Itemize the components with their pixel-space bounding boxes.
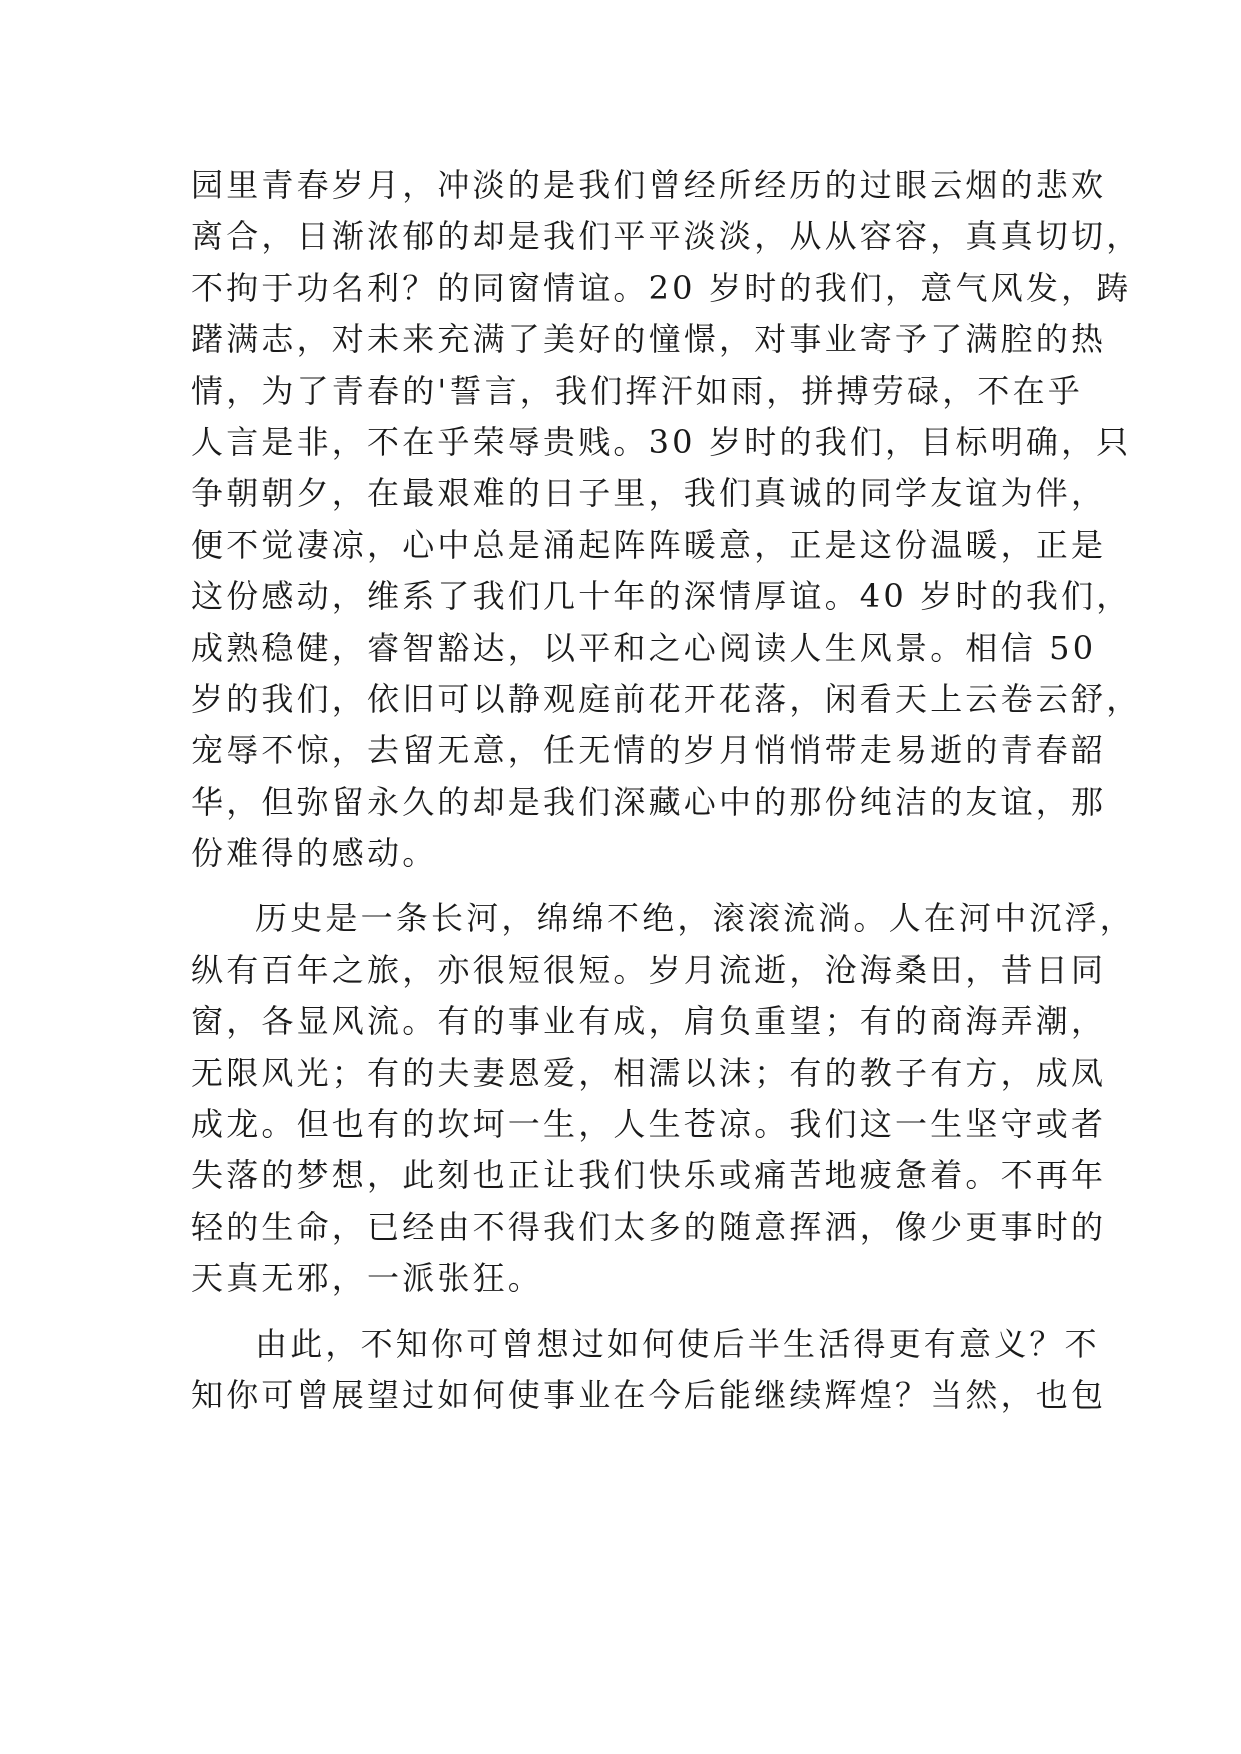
text-line: 无限风光；有的夫妻恩爱，相濡以沫；有的教子有方，成凤 — [191, 1053, 1107, 1092]
text-line: 华，但弥留永久的却是我们深藏心中的那份纯洁的友谊，那 — [191, 782, 1107, 821]
text-line: 窗，各显风流。有的事业有成，肩负重望；有的商海弄潮， — [191, 1002, 1107, 1041]
text-line: 园里青春岁月，冲淡的是我们曾经所经历的过眼云烟的悲欢 — [191, 166, 1107, 204]
text-line: 争朝朝夕，在最艰难的日子里，我们真诚的同学友谊为伴， — [191, 474, 1107, 513]
text-line: 不拘于功名利？的同窗情谊。20 岁时的我们，意气风发，踌 — [191, 268, 1132, 307]
text-line: 情，为了青春的'誓言，我们挥汗如雨，拼搏劳碌，不在乎 — [191, 371, 1083, 410]
text-line: 岁的我们，依旧可以静观庭前花开花落，闲看天上云卷云舒， — [191, 679, 1142, 718]
paragraph-spacer — [191, 879, 1061, 893]
paragraph-3 — [191, 1319, 1107, 1422]
paragraph-2 — [191, 893, 1136, 1304]
text-line: 失落的梦想，此刻也正让我们快乐或痛苦地疲惫着。不再年 — [191, 1156, 1107, 1195]
text-line: 便不觉凄凉，心中总是涌起阵阵暖意，正是这份温暖，正是 — [191, 525, 1107, 564]
text-line: 轻的生命，已经由不得我们太多的随意挥洒，像少更事时的 — [191, 1207, 1107, 1246]
text-line: 纵有百年之旅，亦很短很短。岁月流逝，沧海桑田，昔日同 — [191, 950, 1107, 989]
text-line: 成熟稳健，睿智豁达，以平和之心阅读人生风景。相信 50 — [191, 628, 1097, 667]
text-line: 份难得的感动。 — [191, 834, 438, 873]
text-line: 这份感动，维系了我们几十年的深情厚谊。40 岁时的我们， — [191, 577, 1132, 616]
text-line: 离合，日渐浓郁的却是我们平平淡淡，从从容容，真真切切， — [191, 217, 1142, 256]
text-line-indented: 由此，不知你可曾想过如何使后半生活得更有意义？不 — [255, 1324, 1100, 1363]
text-line: 知你可曾展望过如何使事业在今后能继续辉煌？当然，也包 — [191, 1375, 1107, 1414]
text-line: 躇满志，对未来充满了美好的憧憬，对事业寄予了满腔的热 — [191, 320, 1107, 359]
paragraph-spacer — [191, 1305, 1061, 1319]
text-line: 宠辱不惊，去留无意，任无情的岁月悄悄带走易逝的青春韶 — [191, 731, 1107, 770]
text-line: 成龙。但也有的坎坷一生，人生苍凉。我们这一生坚守或者 — [191, 1105, 1107, 1144]
paragraph-1 — [191, 160, 1142, 879]
text-line-indented: 历史是一条长河，绵绵不绝，滚滚流淌。人在河中沉浮， — [255, 899, 1136, 938]
text-line: 天真无邪，一派张狂。 — [191, 1259, 544, 1298]
text-line: 人言是非，不在乎荣辱贵贱。30 岁时的我们，目标明确，只 — [191, 422, 1132, 461]
body-text — [191, 160, 1142, 1421]
